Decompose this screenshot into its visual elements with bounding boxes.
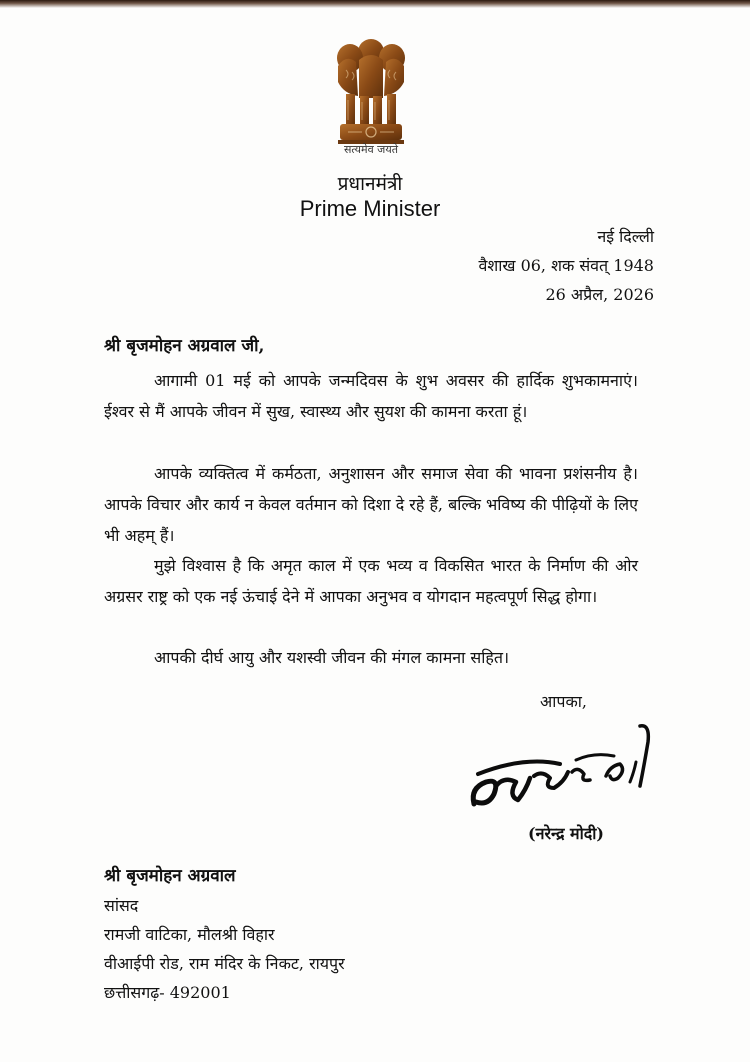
address-line: वीआईपी रोड, राम मंदिर के निकट, रायपुर: [104, 954, 345, 973]
letter-paragraph: आगामी 01 मई को आपके जन्मदिवस के शुभ अवसर की हार्दिक शुभकामनाएं। ईश्वर से मैं आपके जीवन में सुख, स्वास्थ्य और सुयश की कामना करता हूं।: [104, 371, 638, 421]
office-title-hindi: प्रधानमंत्री: [337, 173, 403, 195]
salutation: श्री बृजमोहन अग्रवाल जी,: [104, 336, 265, 356]
recipient-name: श्री बृजमोहन अग्रवाल: [104, 866, 236, 886]
valediction: आपका,: [540, 692, 587, 711]
national-emblem-icon: [326, 36, 416, 148]
date-block: [478, 222, 654, 309]
address-line: छत्तीसगढ़- 492001: [104, 983, 231, 1002]
letter-paragraph: आपके व्यक्तित्व में कर्मठता, अनुशासन और समाज सेवा की भावना प्रशंसनीय है। आपके विचार और कार्य न केवल वर्तमान को दिशा दे रहे हैं, बल्कि भविष्य की पीढ़ियों के लिए भी अहम् हैं।: [104, 464, 638, 545]
address-line: रामजी वाटिका, मौलश्री विहार: [104, 925, 275, 944]
closing-wishes: आपकी दीर्घ आयु और यशस्वी जीवन की मंगल कामना सहित।: [154, 648, 510, 667]
office-title-english: Prime Minister: [299, 196, 441, 221]
signature-icon: [464, 716, 664, 816]
hindu-calendar-date: वैशाख 06, शक संवत् 1948: [478, 256, 654, 275]
gregorian-date: 26 अप्रैल, 2026: [545, 285, 654, 304]
signatory-name: (नरेन्द्र मोदी): [528, 824, 604, 843]
place-line: नई दिल्ली: [597, 227, 654, 246]
recipient-address: [104, 862, 345, 1007]
emblem-motto: सत्यमेव जयते: [343, 143, 398, 156]
recipient-designation: सांसद: [104, 896, 139, 915]
scan-edge-shadow: [0, 0, 750, 8]
letter-paragraph: मुझे विश्वास है कि अमृत काल में एक भव्य व विकसित भारत के निर्माण की ओर अग्रसर राष्ट्र को एक नई ऊंचाई देने में आपका अनुभव व योगदान महत्वपूर्ण सिद्ध होगा।: [104, 556, 638, 606]
